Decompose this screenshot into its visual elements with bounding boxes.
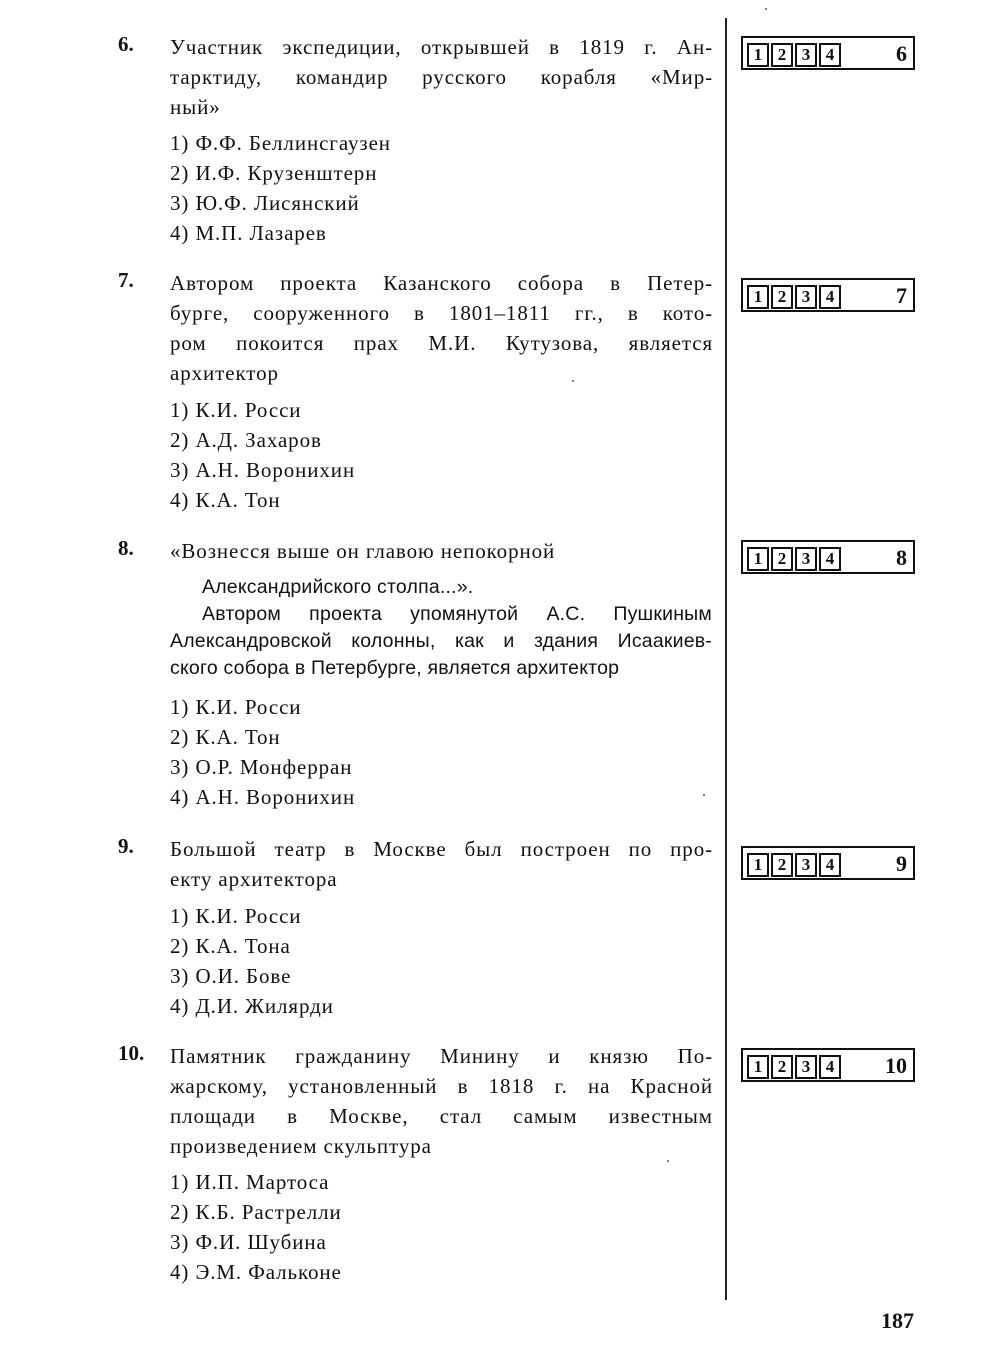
answer-cell[interactable]: 2 [771,853,793,877]
option-1: 1) И.П. Мартоса [170,1170,330,1194]
answer-options [170,128,391,248]
option-4: 4) А.Н. Воронихин [170,785,356,809]
question-text-line: Автором проекта Казанского собора в Петер- [170,271,713,295]
question-text-line: архитектор [170,361,279,385]
answer-cells [747,1055,843,1077]
answer-cell[interactable]: 4 [819,1055,841,1079]
question-text-line: ром покоится прах М.И. Кутузова, является [170,331,713,355]
question-number: 7. [118,268,134,292]
option-3: 3) Ю.Ф. Лисянский [170,191,360,215]
question-text-line: жарскому, установленный в 1818 г. на Красной [170,1074,713,1098]
option-3: 3) О.И. Бове [170,964,292,988]
option-1: 1) К.И. Росси [170,398,302,422]
question-number: 8. [118,536,134,560]
question-number: 10. [118,1041,145,1065]
option-2: 2) К.А. Тона [170,934,291,958]
question-text-line: Памятник гражданину Минину и князю По- [170,1044,713,1068]
option-2: 2) К.А. Тон [170,725,281,749]
scan-speck [765,8,767,10]
scan-speck [572,380,574,382]
answer-options [170,901,334,1021]
option-1: 1) Ф.Ф. Беллинсгаузен [170,131,391,155]
page-number: 187 [881,1308,914,1333]
option-2: 2) А.Д. Захаров [170,428,322,452]
answer-cell[interactable]: 4 [819,285,841,309]
answer-box-10[interactable] [741,1048,915,1082]
option-2: 2) И.Ф. Крузенштерн [170,161,378,185]
answer-cell[interactable]: 1 [747,285,769,309]
answer-cell[interactable]: 3 [795,547,817,571]
answer-cell[interactable]: 2 [771,43,793,67]
question-text-line: «Вознесся выше он главою непокорной [170,539,556,563]
answer-box-number: 10 [885,1053,907,1078]
question-text-line: бурге, сооруженного в 1801–1811 гг., в кото- [170,301,713,325]
answer-cell[interactable]: 3 [795,285,817,309]
answer-cell[interactable]: 4 [819,853,841,877]
question-text-line: тарктиду, командир русского корабля «Мир- [170,65,713,89]
answer-cell[interactable]: 4 [819,43,841,67]
option-4: 4) М.П. Лазарев [170,221,327,245]
option-3: 3) Ф.И. Шубина [170,1230,327,1254]
column-divider [725,18,727,1300]
answer-cells [747,285,843,307]
answer-cell[interactable]: 2 [771,547,793,571]
scan-speck [703,794,705,796]
answer-cell[interactable]: 4 [819,547,841,571]
answer-box-number: 7 [896,283,907,308]
option-4: 4) Д.И. Жилярди [170,994,334,1018]
answer-cell[interactable]: 2 [771,1055,793,1079]
answer-cell[interactable]: 1 [747,853,769,877]
question-text-line: ный» [170,95,221,119]
answer-options [170,395,355,515]
question-text [170,1041,713,1161]
answer-cell[interactable]: 3 [795,43,817,67]
answer-options [170,692,355,812]
question-number: 9. [118,834,134,858]
question-text-line: произведением скульптура [170,1134,432,1158]
option-4: 4) К.А. Тон [170,488,281,512]
question-text-line: ского собора в Петербурге, является архитектор [170,657,620,679]
answer-box-9[interactable] [741,846,915,880]
answer-box-number: 6 [896,41,907,66]
option-2: 2) К.Б. Растрелли [170,1200,342,1224]
question-text-line: Автором проекта упомянутой А.С. Пушкиным [202,603,712,625]
question-text-line: Участник экспедиции, открывшей в 1819 г. Ан- [170,35,713,59]
answer-cells [747,853,843,875]
answer-box-6[interactable] [741,36,915,70]
poem-and-question [170,574,712,682]
option-1: 1) К.И. Росси [170,695,302,719]
answer-cell[interactable]: 1 [747,547,769,571]
answer-cell[interactable]: 3 [795,1055,817,1079]
question-text [170,32,713,122]
option-3: 3) О.Р. Монферран [170,755,353,779]
scan-speck [667,1160,669,1162]
answer-box-number: 8 [896,545,907,570]
answer-cells [747,547,843,569]
question-text-line: площади в Москве, стал самым известным [170,1104,713,1128]
question-number: 6. [118,32,134,56]
option-1: 1) К.И. Росси [170,904,302,928]
answer-cell[interactable]: 1 [747,1055,769,1079]
poem-line: Александрийского столпа...». [202,576,474,598]
answer-box-number: 9 [896,851,907,876]
answer-options [170,1167,342,1287]
answer-cell[interactable]: 2 [771,285,793,309]
answer-box-8[interactable] [741,540,915,574]
answer-cell[interactable]: 3 [795,853,817,877]
question-text-line: екту архитектора [170,867,338,891]
question-text-line: Александровской колонны, как и здания Исаакиев- [170,630,712,652]
question-text [170,536,713,566]
question-text-line: Большой театр в Москве был построен по про- [170,837,713,861]
question-text [170,834,713,894]
answer-cells [747,43,843,65]
option-4: 4) Э.М. Фальконе [170,1260,342,1284]
question-text [170,268,713,388]
answer-cell[interactable]: 1 [747,43,769,67]
answer-box-7[interactable] [741,278,915,312]
option-3: 3) А.Н. Воронихин [170,458,356,482]
